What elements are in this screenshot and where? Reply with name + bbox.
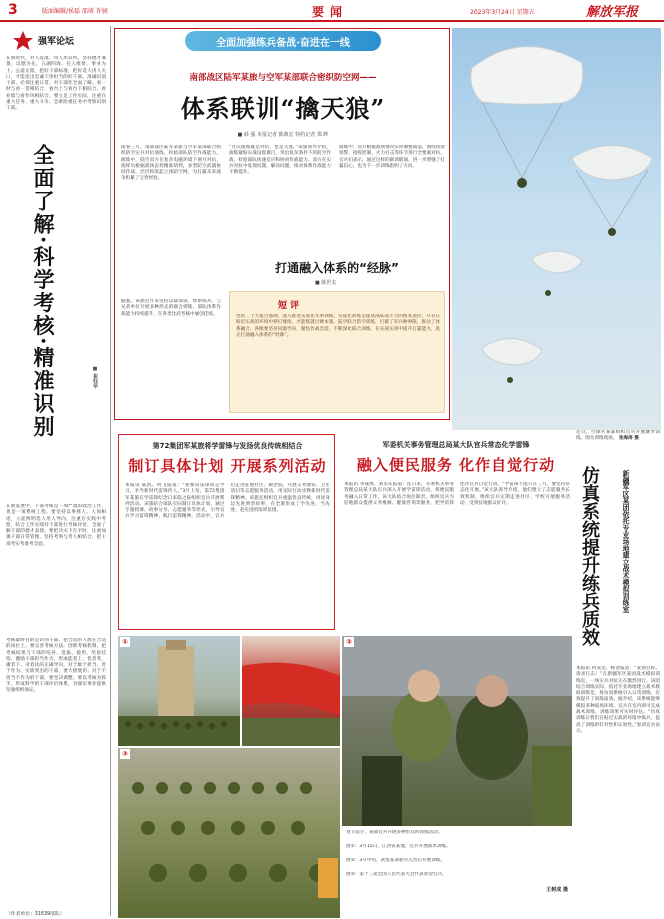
left-story-body: 本报讯 陈凯、何飞报道：“我要向雷锋同志学习，争当新时代雷锋传人。”3月上旬，第72集团军某旅在学雷锋纪念日来临之际组织官兵开展系列活动。该旅结合部队实际制订具体计划，通过专题授课、故事分享、志愿服务等形式，引导官兵学习雷锋精神、践行雷锋精神。活动中，官兵们走进驻地社区、敬老院，开展义务理发、卫生清扫等志愿服务活动，用实际行动诠释新时代雷锋精神。该旅还组织官兵重温优良传统，讲述身边先进典型故事，在全旅形成了学先进、当先进、赶先进的浓厚氛围。 [125, 483, 330, 520]
column-body-1: 在新时代，对人选准、用人用其所。坚持德才兼备、以德为先，五湖四海、任人唯贤，事业为上、公道正派，把好干部标准，把好选人用人关口，才能选出忠诚干净担当的好干部。准确识别干部，必须注重日常，对干部作全面了解。看一时与看一贯相结合，看台上与看台下相结合，看业绩与看作风相结合。要立足工作实际，注重在重大任务、重大斗争、急难险重任务中考察识别干部。 [6, 56, 106, 112]
side-body: 本报讯 何双达、杨金报道：“发现目标，请求打击！”在新疆军区某团战术模拟训练室，一场实兵对抗正在激烈进行。该团结合训练实际，依托专业场地建立战术模拟训练室，将仿真系统引入日常训练，有效提升了训练质效。据介绍，该系统能够模拟多种战场环境，官兵在室内即可完成战术训练，训练效果可实时评估。“仿真训练让我们在贴近实战的环境中练兵，提高了训练的针对性和实效性。”参训官兵表示。 [576, 666, 660, 734]
left-story-headline: 制订具体计划 开展系列活动 [128, 457, 327, 475]
parachute-photo [452, 28, 661, 430]
commentary-label: 短 评 [278, 301, 300, 311]
masthead-date: 2023年3月24日 星期五 [470, 9, 535, 16]
commentary-box [229, 291, 445, 413]
feature-sub-author: ■ 陈世友 [315, 280, 337, 286]
caption-photographer: 张海涛 摄 [618, 436, 639, 442]
side-story [576, 462, 662, 918]
column-editor: （作者单位：31639部队） [6, 912, 65, 917]
masthead [0, 0, 664, 22]
photo-caption-block [346, 830, 568, 918]
column-body-2: 在新发展中，干部考核是一项严肃的政治工作，也是一项系统工程。要坚持以事择人、人岗相适，立起鲜明选人用人导向，注重在实践中考察，结合工作实绩对干部进行考核评价，全面了解干部的德才表现。要把功夫下在平时，注重加强干部日常管理，坚持考事与考人相结合，把干部考实考准考全面。 [6, 504, 106, 547]
right-story-body: 本报讯 李成博、刘永东报道：连日来，军委机关事务管理总局某大队官兵深入开展学雷锋活动，将便民服务融入日常工作。该大队结合岗位职责，组织官兵为驻地群众提供义务维修、健康咨询等服务，把学雷锋化作官兵自觉行动。“学雷锋不能只在三月，要坚持常态化开展。”该大队领导介绍，他们建立了志愿服务长效机制，组织官兵定期走进社区、学校开展服务活动，受到驻地群众好评。 [344, 482, 570, 506]
feature-kicker: 南部战区陆军某旅与空军某部联合密织防空网—— [189, 73, 377, 83]
feature-banner [185, 31, 381, 51]
right-story-headline: 融入便民服务 化作自觉行动 [356, 456, 556, 474]
photo-number-3: ③ [120, 749, 130, 759]
left-story-box [118, 434, 335, 630]
star-icon [12, 30, 34, 52]
side-kicker: 新疆军区某团依托专业场地建立战术模拟训练室 [621, 470, 629, 613]
commentary-text: 党的二十大报告强调，深入推进实战化军事训练。实战化训练是提高部队战斗力的根本途径，只有在贴近实战的环境中摔打锤炼，才能练就过硬本领。陆空联合防空训练，打破了军兵种界限，推动了体系融合。各级要坚持问题导向，聚焦作战急需，不断深化联合训练，在实战实训中提升打赢能力，真正打通融入体系的“经脉”。 [236, 314, 440, 338]
divider [110, 26, 111, 916]
feature-body-3: 演练中，双方根据战场情况实时调整战法，围绕侦察预警、指挥控制、火力打击等环节进行全要素对抗。官兵们表示，通过这样的联训联演，进一步增强了打赢信心，也为下一步训练指明了方向。 [339, 145, 445, 169]
side-headline: 仿真系统提升练兵质效 [579, 466, 600, 646]
farewell-image [342, 636, 572, 826]
section-title: 要闻 [312, 5, 349, 19]
feature-body-4: 据悉，该旅近年来坚持以战领训、体系练兵，与兄弟单位开展多种形式的联合训练，部队体系作战能力持续提升，在各类比武考核中屡创佳绩。 [121, 299, 221, 317]
feature-byline: ■ 薛 强 本报记者 陈典宏 特约记者 郑 晔 [237, 132, 329, 138]
feature-body-1: 阳春三月，南部战区陆军某旅与空军某部联合组织防空实兵对抗演练，检验部队防空作战能力。演练中，陆空双方在复杂电磁环境下展开对抗，指挥员根据战场态势精准研判，多型防空武器协同作战，层层构筑起立体防空网，为打赢未来战争积累了宝贵经验。 [121, 145, 221, 182]
parachute-caption [576, 430, 660, 458]
caption-line-1: 春节前夕，某部官兵开展多种形式的训练活动。 [346, 830, 443, 835]
page-number: 3 [8, 2, 18, 18]
caption-text: 近日，空降兵某部组织官兵开展跳伞训练。图为训练现场。 [576, 430, 660, 442]
masthead-rule [0, 20, 664, 22]
monument-image [118, 636, 240, 746]
caption-line-3: 图②：3月中旬，武警某部新兵入营后开展训练。 [346, 858, 445, 863]
photo-monument [118, 636, 240, 746]
column-body-3: 考核最终目的是识别干部，把合适的人放在合适的岗位上。要完善考核方法，创新考核机制，把考核结果与干部的培养、选拔、使用、奖惩挂钩，激励干部担当作为，形成能者上、优者奖、庸者下、劣者汰的正确导向。对于敢于担当、善于作为、实绩突出的干部，要大胆使用；对于不担当不作为的干部，要坚决调整。要以考核为抓手，形成科学的干部评价体系，为强军事业提供坚强组织保证。 [6, 638, 106, 694]
banner-text: 全面加强练兵备战·奋进在一线 [216, 38, 350, 49]
feature-subhead: 打通融入体系的“经脉” [275, 261, 399, 275]
caption-line-4: 图③：第十三届全国人民代表大会代表欢迎官兵。 [346, 872, 447, 877]
column-author: ■ 崔钰华 [92, 366, 98, 389]
column-headline: 全面了解·科学考核·精准识别 [31, 144, 56, 439]
flag-image [242, 636, 340, 746]
photo-number-1: ① [120, 637, 130, 647]
caption-photographer-main: 王树成 摄 [546, 887, 568, 893]
feature-headline: 体系联训“擒天狼” [180, 94, 386, 123]
photo-troops [118, 748, 340, 918]
photo-number-2: ② [344, 637, 354, 647]
photo-flag [242, 636, 340, 746]
parachute-image [452, 28, 661, 430]
column-left [4, 26, 108, 919]
right-story [340, 434, 572, 630]
photo-farewell [342, 636, 572, 826]
troops-image [118, 748, 340, 918]
masthead-left-info: 版面编辑/侯磊 邵萌 许骏 [42, 8, 108, 15]
left-story-kicker: 第72集团军某旅将学雷锋与发扬优良传统相结合 [152, 442, 303, 450]
right-story-kicker: 军委机关事务管理总局某大队官兵常态化学雷锋 [382, 441, 530, 449]
newspaper-logo: 解放军报 [586, 5, 639, 20]
caption-line-2: 图①：3月15日，江西省某地，官兵开展战术训练。 [346, 844, 451, 849]
forum-label: 强军论坛 [38, 37, 75, 47]
feature-box [114, 28, 450, 420]
feature-body-2: “这次演练既是对抗，也是交流。”该旅领导介绍，演练紧贴实战设置课目，突出复杂条件下的防空作战，检验部队快速反应和协同作战能力。双方在实兵对抗中发现问题、解决问题，推动体系作战能力不断提升。 [229, 145, 331, 176]
forum-badge [12, 30, 34, 52]
